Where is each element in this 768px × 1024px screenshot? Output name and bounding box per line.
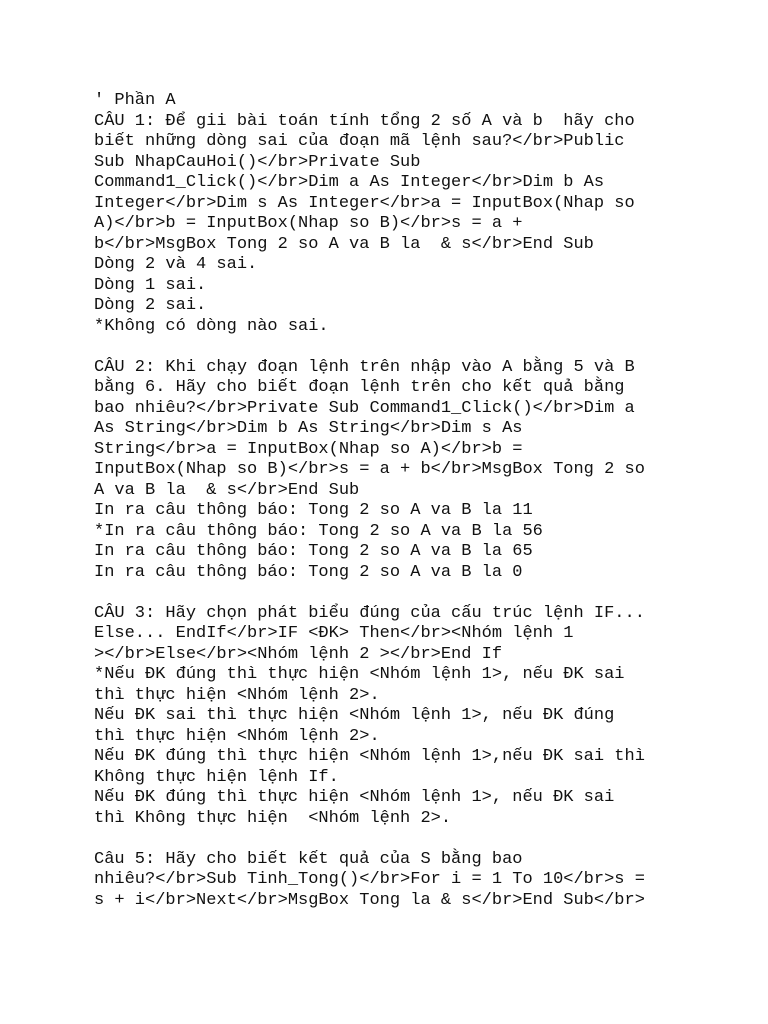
- section-header: ' Phần A: [94, 91, 176, 110]
- question-5: [94, 850, 734, 912]
- answer-option-correct: *Không có dòng nào sai.: [94, 316, 329, 336]
- answer-option-correct: *In ra câu thông báo: Tong 2 so A va B la 56: [94, 521, 543, 541]
- answer-option: In ra câu thông báo: Tong 2 so A va B la 11: [94, 501, 533, 520]
- answer-option: thì Không thực hiện <Nhóm lệnh 2>.: [94, 808, 452, 828]
- question-text-line: InputBox(Nhap so B)</br>s = a + b</br>MsgBox Tong 2 so: [94, 460, 645, 479]
- question-2: [94, 358, 734, 584]
- answer-option: Nếu ĐK đúng thì thực hiện <Nhóm lệnh 1>,nếu ĐK sai thì: [94, 747, 645, 766]
- question-text-line: bao nhiêu?</br>Private Sub Command1_Click()</br>Dim a: [94, 398, 635, 418]
- answer-option: Dòng 1 sai.: [94, 275, 207, 295]
- question-3: [94, 604, 734, 830]
- answer-option: In ra câu thông báo: Tong 2 so A va B la 65: [94, 542, 533, 561]
- question-text-line: A)</br>b = InputBox(Nhap so B)</br>s = a +: [94, 214, 523, 233]
- question-text-line: b</br>MsgBox Tong 2 so A va B la & s</br>End Sub: [94, 234, 594, 254]
- question-text-line: Câu 5: Hãy cho biết kết quả của S bằng bao: [94, 849, 523, 869]
- question-1: [94, 112, 734, 338]
- answer-option-correct: *Nếu ĐK đúng thì thực hiện <Nhóm lệnh 1>, nếu ĐK sai: [94, 665, 625, 684]
- question-text-line: Sub NhapCauHoi()</br>Private Sub: [94, 152, 421, 172]
- question-text-line: Integer</br>Dim s As Integer</br>a = InputBox(Nhap so: [94, 193, 635, 213]
- answer-option: Dòng 2 và 4 sai.: [94, 255, 258, 274]
- question-text-line: As String</br>Dim b As String</br>Dim s As: [94, 419, 523, 438]
- document-body: [94, 91, 734, 911]
- question-text-line: nhiêu?</br>Sub Tinh_Tong()</br>For i = 1 To 10</br>s =: [94, 870, 645, 889]
- question-text-line: A va B la & s</br>End Sub: [94, 480, 360, 500]
- question-text-line: bằng 6. Hãy cho biết đoạn lệnh trên cho kết quả bằng: [94, 378, 625, 397]
- question-text-line: biết những dòng sai của đoạn mã lệnh sau?</br>Public: [94, 132, 625, 151]
- spacer: [94, 337, 734, 358]
- answer-option: Nếu ĐK đúng thì thực hiện <Nhóm lệnh 1>, nếu ĐK sai: [94, 788, 615, 807]
- question-text-line: s + i</br>Next</br>MsgBox Tong la & s</br>End Sub</br>: [94, 890, 645, 910]
- answer-option: thì thực hiện <Nhóm lệnh 2>.: [94, 726, 380, 746]
- question-text-line: Command1_Click()</br>Dim a As Integer</br>Dim b As: [94, 173, 605, 192]
- answer-option: In ra câu thông báo: Tong 2 so A va B la 0: [94, 562, 523, 582]
- question-text-line: Else... EndIf</br>IF <ĐK> Then</br><Nhóm lệnh 1: [94, 624, 574, 643]
- answer-option: Dòng 2 sai.: [94, 296, 207, 315]
- question-text-line: CÂU 3: Hãy chọn phát biểu đúng của cấu trúc lệnh IF...: [94, 603, 645, 623]
- spacer: [94, 583, 734, 604]
- spacer: [94, 829, 734, 850]
- question-text-line: ></br>Else</br><Nhóm lệnh 2 ></br>End If: [94, 644, 503, 664]
- question-text-line: CÂU 2: Khi chạy đoạn lệnh trên nhập vào A bằng 5 và B: [94, 357, 635, 377]
- answer-option-correct: thì thực hiện <Nhóm lệnh 2>.: [94, 685, 380, 705]
- answer-option: Không thực hiện lệnh If.: [94, 767, 339, 787]
- answer-option: Nếu ĐK sai thì thực hiện <Nhóm lệnh 1>, nếu ĐK đúng: [94, 706, 615, 725]
- question-text-line: CÂU 1: Để gii bài toán tính tổng 2 số A và b hãy cho: [94, 111, 635, 131]
- question-text-line: String</br>a = InputBox(Nhap so A)</br>b =: [94, 439, 523, 459]
